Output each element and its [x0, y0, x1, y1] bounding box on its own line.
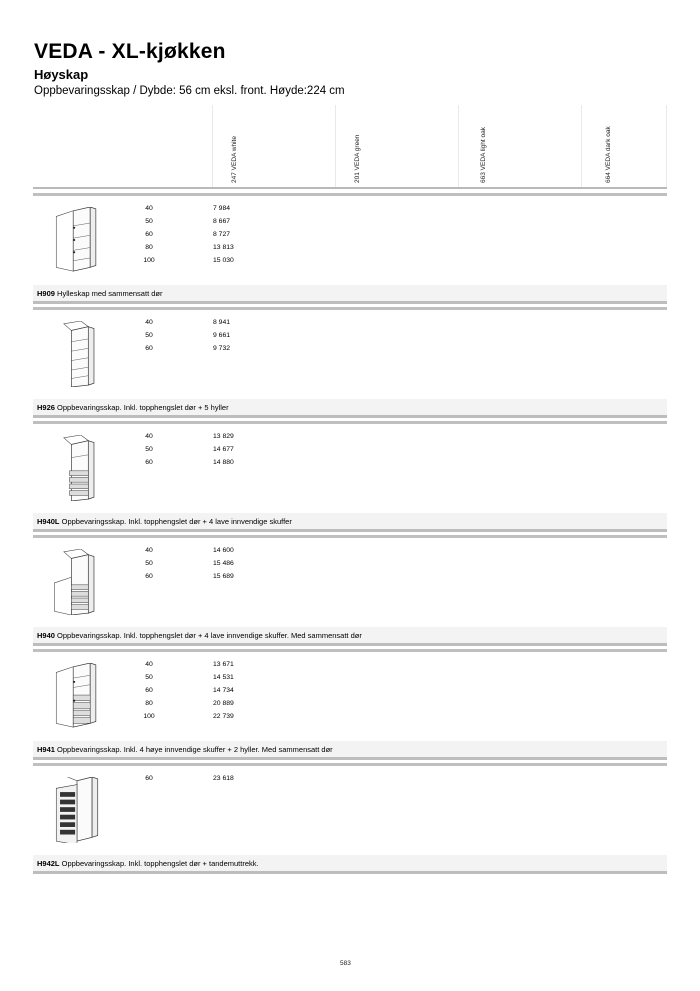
product-caption — [37, 289, 162, 298]
product-description: Hylleskap med sammensatt dør — [57, 289, 163, 298]
product-caption — [37, 631, 362, 640]
product-section-h942l: 60 23 618 H942L Oppbevaringsskap. Inkl. topphengslet dør + tandemuttrekk. — [33, 763, 667, 877]
tall-cabinet-inner-drawers-icon — [47, 435, 107, 501]
column-header-light-oak: 663 VEDA light oak — [480, 126, 487, 183]
page-description: Oppbevaringsskap / Dybde: 56 cm eksl. front. Høyde:224 cm — [34, 85, 345, 97]
tall-pullout-cabinet-icon — [47, 777, 107, 843]
product-code: H909 — [37, 289, 55, 298]
product-code: H926 — [37, 403, 55, 412]
product-caption — [37, 859, 259, 868]
product-description: Oppbevaringsskap. Inkl. 4 høye innvendige skuffer + 2 hyller. Med sammensatt dør — [57, 745, 333, 754]
product-caption — [37, 745, 333, 754]
product-section-h926: 40 8 941 50 9 661 60 9 732 H926 Oppbevaringsskap. Inkl. topphengslet dør + 5 hyller — [33, 307, 667, 421]
page-subtitle: Høyskap — [34, 67, 89, 82]
column-divider — [212, 105, 213, 187]
tall-cabinet-inner-drawers-double-door-icon — [47, 549, 107, 615]
product-description: Oppbevaringsskap. Inkl. topphengslet dør + tandemuttrekk. — [61, 859, 259, 868]
tall-shelf-cabinet-double-door-icon — [47, 207, 107, 273]
product-code: H941 — [37, 745, 55, 754]
product-section-h940l: 40 13 829 50 14 677 60 14 880 H940L Oppbevaringsskap. Inkl. topphengslet dør + 4 lave innvendige skuffer — [33, 421, 667, 535]
product-section-h940: 40 14 600 50 15 486 60 15 689 H940 Oppbevaringsskap. Inkl. topphengslet dør + 4 lave innvendige skuffer. Med sammensatt dør — [33, 535, 667, 649]
product-caption — [37, 403, 229, 412]
page-title: VEDA - XL-kjøkken — [34, 40, 226, 63]
product-code: H940 — [37, 631, 55, 640]
product-description: Oppbevaringsskap. Inkl. topphengslet dør + 4 lave innvendige skuffer. Med sammensatt dør — [57, 631, 362, 640]
tall-cabinet-top-hinged-door-icon — [47, 321, 107, 387]
page-number: 583 — [340, 960, 351, 967]
column-header-green: 201 VEDA green — [354, 134, 361, 183]
product-description: Oppbevaringsskap. Inkl. topphengslet dør + 5 hyller — [57, 403, 229, 412]
product-section-h941: 40 13 671 50 14 531 60 14 734 80 20 889 100 22 739 H941 Oppbevaringsskap. Inkl. 4 høye innvendige skuffer + 2 hyller. Med sammensatt dør — [33, 649, 667, 763]
product-code: H940L — [37, 517, 60, 526]
column-header-white: 247 VEDA white — [231, 136, 238, 183]
product-caption — [37, 517, 292, 526]
column-divider — [458, 105, 459, 187]
column-header-dark-oak: 664 VEDA dark oak — [605, 126, 612, 183]
column-divider — [335, 105, 336, 187]
column-divider — [666, 105, 667, 187]
header-divider — [33, 187, 667, 189]
tall-cabinet-high-drawers-icon — [47, 663, 107, 729]
product-code: H942L — [37, 859, 60, 868]
product-section-h909: 40 7 984 50 8 667 60 8 727 80 13 813 100 15 030 H909 Hylleskap med sammensatt dør — [33, 193, 667, 307]
column-divider — [581, 105, 582, 187]
product-description: Oppbevaringsskap. Inkl. topphengslet dør + 4 lave innvendige skuffer — [61, 517, 292, 526]
